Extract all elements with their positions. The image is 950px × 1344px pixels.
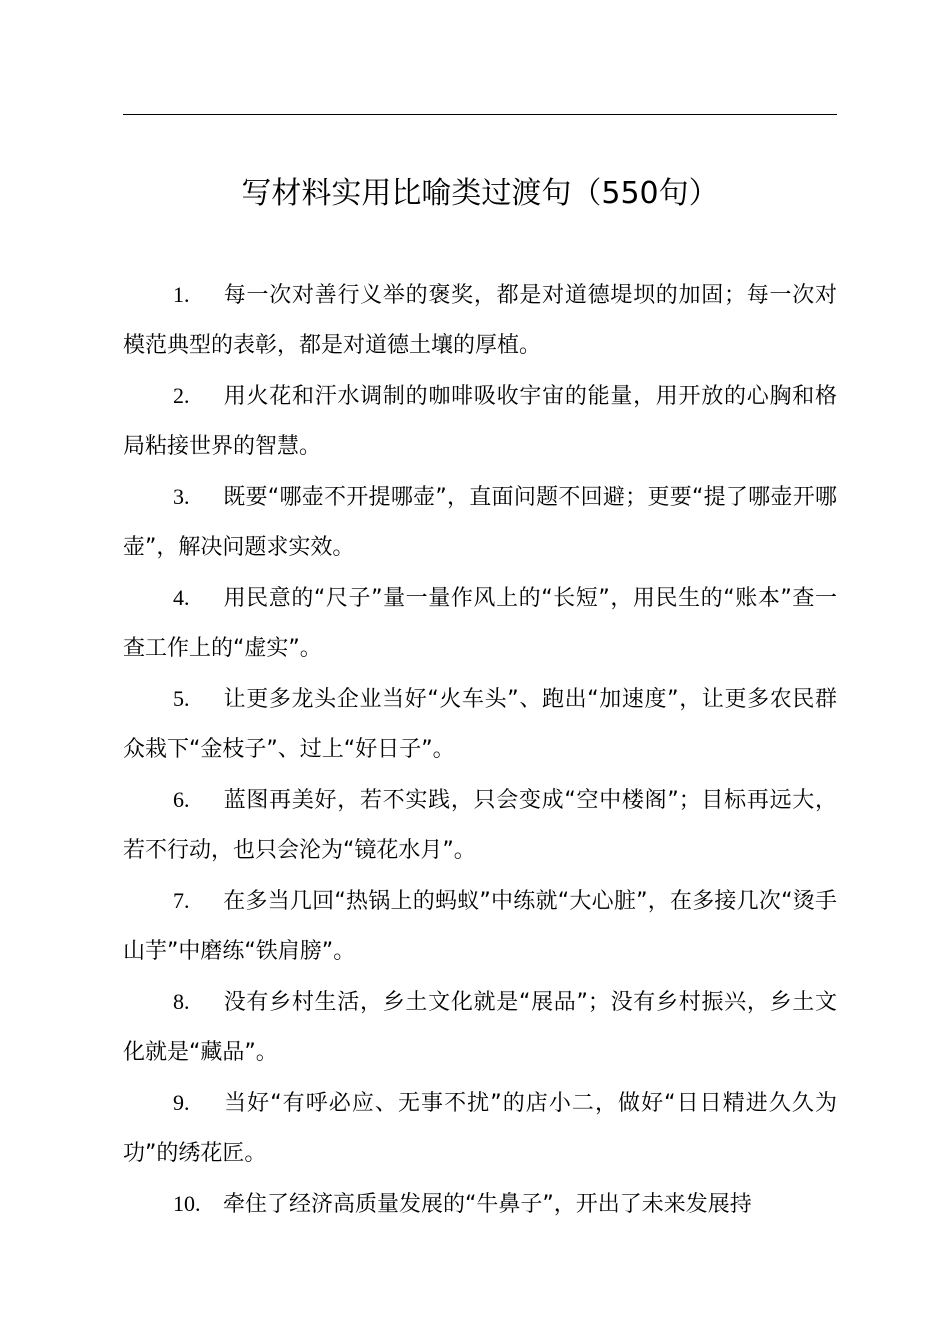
- list-item: [123, 674, 837, 775]
- item-number: 10.: [173, 1191, 201, 1216]
- document-title: 写材料实用比喻类过渡句（550句）: [241, 176, 719, 211]
- list-item: [123, 977, 837, 1078]
- item-text: 蓝图再美好，若不实践，只会变成“空中楼阁”；目标再远大，若不行动，也只会沦为“镜花水月”。: [123, 788, 837, 863]
- item-number: 1.: [173, 282, 190, 307]
- list-item: [123, 573, 837, 674]
- item-text: 在多当几回“热锅上的蚂蚁”中练就“大心脏”，在多接几次“烫手山芋”中磨练“铁肩膀”。: [123, 889, 837, 964]
- item-number: 7.: [173, 888, 190, 913]
- item-text: 牵住了经济高质量发展的“牛鼻子”，开出了未来发展持: [223, 1192, 752, 1217]
- list-item: [123, 1078, 837, 1179]
- item-number: 6.: [173, 787, 190, 812]
- item-text: 没有乡村生活，乡土文化就是“展品”；没有乡村振兴，乡土文化就是“藏品”。: [123, 990, 837, 1065]
- list-item: [123, 876, 837, 977]
- list-item: [123, 472, 837, 573]
- item-number: 5.: [173, 686, 190, 711]
- item-text: 当好“有呼必应、无事不扰”的店小二，做好“日日精进久久为功”的绣花匠。: [123, 1091, 837, 1166]
- list-item: [123, 775, 837, 876]
- item-number: 4.: [173, 585, 190, 610]
- list-item: [123, 1179, 837, 1230]
- item-number: 8.: [173, 989, 190, 1014]
- item-text: 让更多龙头企业当好“火车头”、跑出“加速度”，让更多农民群众栽下“金枝子”、过上“好日子”。: [123, 687, 837, 762]
- list-item: [123, 371, 837, 472]
- item-text: 用火花和汗水调制的咖啡吸收宇宙的能量，用开放的心胸和格局粘接世界的智慧。: [123, 384, 837, 459]
- item-number: 2.: [173, 383, 190, 408]
- item-text: 既要“哪壶不开提哪壶”，直面问题不回避；更要“提了哪壶开哪壶”，解决问题求实效。: [123, 485, 837, 560]
- header-rule: [123, 114, 837, 115]
- item-number: 9.: [173, 1090, 190, 1115]
- item-text: 每一次对善行义举的褒奖，都是对道德堤坝的加固；每一次对模范典型的表彰，都是对道德土壤的厚植。: [123, 283, 837, 358]
- list-item: [123, 270, 837, 371]
- item-number: 3.: [173, 484, 190, 509]
- transition-sentence-list: [123, 270, 837, 1230]
- item-text: 用民意的“尺子”量一量作风上的“长短”，用民生的“账本”查一查工作上的“虚实”。: [123, 586, 837, 661]
